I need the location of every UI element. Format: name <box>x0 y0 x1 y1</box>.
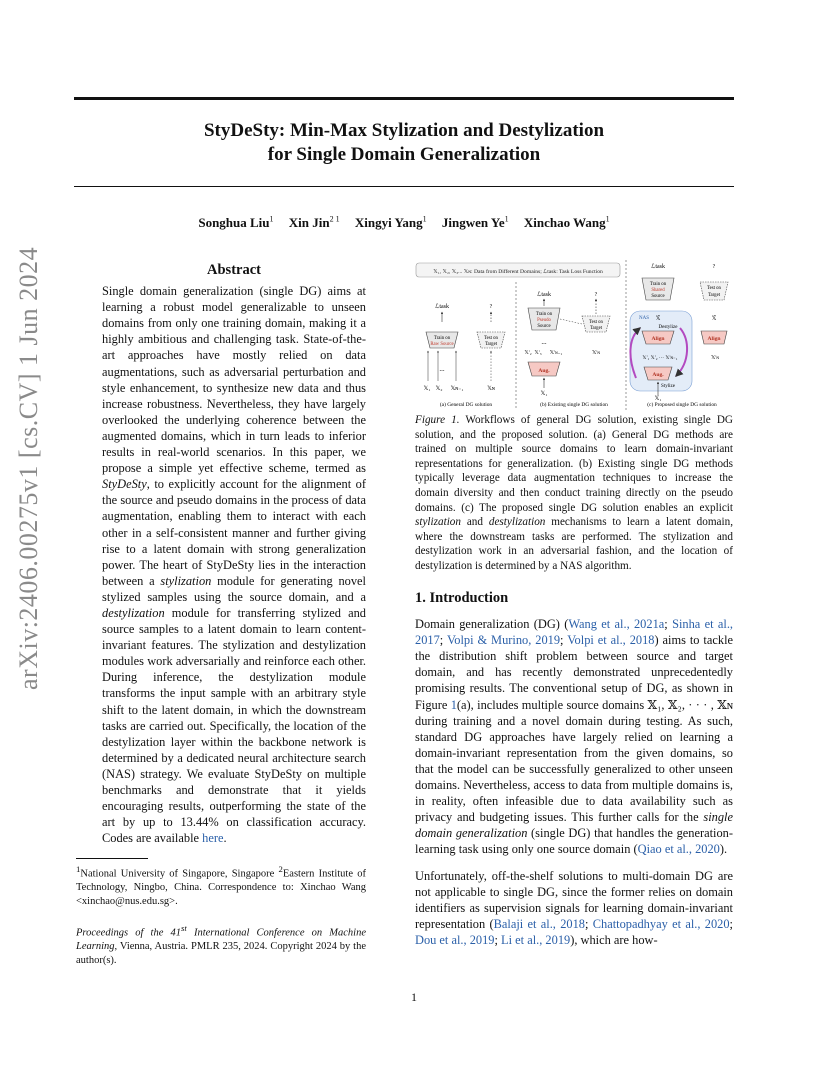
proceedings-note: Proceedings of the 41st International Conference on Machine Learning, Vienna, Austria. PMLR 235, 2024. Copyright 2024 by the author(s). <box>76 923 367 966</box>
figure-ref-link[interactable]: 1 <box>450 697 457 712</box>
c-question: ? <box>712 264 716 270</box>
code-link[interactable]: here <box>202 831 224 846</box>
abstract-text: Single domain generalization (single DG) aims at learning a robust model generalizable to unseen domains from only one training domain, making it a highly ambitious and challenging task. State-of-the-art approaches have mostly relied on data augmentations, such as adversarial perturbation and style enhancement, to synthesize new data and thus increase robustness. Nevertheless, they have largely overlooked the underlying coherence between the augmented domains, which in turn leads to inferior results in real-world scenarios. In this paper, we propose a simple yet effective scheme, termed as StyDeSty, to explicitly account for the alignment of the source and pseudo domains in the process of data augmentation, enabling them to interact with each other in a self-consistent manner and further giving rise to a latent domain with strong generalization power. The heart of StyDeSty lies in the interaction between a stylization module for generating novel stylized samples using the source domain, and a destylization module for transferring stylized and source samples to a latent domain to learn content-invariant features. The stylization and destylization modules work adversarially and reinforce each other. During inference, the destylization module transforms the input sample with an arbitrary style shift to the latent domain, in which the downstream tasks are carried out. Specifically, the location of the destylization layer within the backbone network is determined by a dedicated neural architecture search (NAS) strategy. We evaluate StyDeSty on multiple benchmarks and demonstrate that it yields encouraging results, outperforming the state of the art by up to 13.44% on classification accuracy. Codes are available here. <box>102 284 366 846</box>
intro-paragraph-2: Unfortunately, off-the-shelf solutions to multi-domain DG are not applicable to single DG, since the former relies on domain identifiers as supervision signals for learning domain-invariant representation (Balaji et al., 2018; Chattopadhyay et al., 2020; Dou et al., 2019; Li et al., 2019), which are how- <box>415 868 733 947</box>
svg-text:Target: Target <box>484 342 498 347</box>
title-bottom-rule <box>74 186 734 187</box>
svg-text:𝕏'₃: 𝕏'₃ <box>534 350 542 356</box>
left-column <box>76 262 367 967</box>
svg-text:𝕏'ɴ₋₁: 𝕏'ɴ₋₁ <box>549 350 563 356</box>
svg-text:𝕏'ɴ: 𝕏'ɴ <box>592 350 600 356</box>
citation-link[interactable]: Sinha et al., 2017 <box>415 617 734 648</box>
author: Jingwen Ye$^1$ <box>441 215 509 231</box>
footnote-rule <box>76 858 148 859</box>
svg-text:Align: Align <box>651 336 665 342</box>
svg-text:Test on: Test on <box>589 320 603 325</box>
introduction-heading: 1. Introduction <box>415 590 509 606</box>
svg-text:Aug.: Aug. <box>538 368 550 374</box>
page-number: 1 <box>411 990 417 1004</box>
subcaption-a: (a) General DG solution <box>439 402 493 408</box>
citation-link[interactable]: Chattopadhyay et al., 2020 <box>592 916 730 931</box>
svg-text:...: ... <box>439 365 445 373</box>
svg-text:Test on: Test on <box>707 286 721 291</box>
a-question: ? <box>489 304 493 310</box>
author: Xinchao Wang$^1$ <box>523 215 610 231</box>
svg-text:𝕏̄: 𝕏̄ <box>711 316 717 322</box>
svg-text:𝕏ɴ₋₁: 𝕏ɴ₋₁ <box>450 386 464 392</box>
svg-text:Destylize: Destylize <box>658 325 678 330</box>
paper-title <box>74 119 734 167</box>
title-line-2: for Single Domain Generalization <box>267 144 541 165</box>
svg-text:Source: Source <box>651 294 665 299</box>
svg-text:Pseudo: Pseudo <box>537 318 551 323</box>
svg-text:Raw Source: Raw Source <box>430 342 454 347</box>
author: Xin Jin$^{2 1}$ <box>288 215 340 231</box>
b-loss: ℒtask <box>537 292 551 298</box>
right-column <box>415 590 733 948</box>
abstract-heading: Abstract <box>207 262 261 278</box>
title-top-rule <box>74 97 734 100</box>
figure-1-diagram <box>414 258 736 410</box>
svg-text:Train on: Train on <box>535 312 553 317</box>
b-question: ? <box>594 292 598 298</box>
svg-text:...: ... <box>541 338 547 346</box>
svg-text:𝕏̄: 𝕏̄ <box>655 316 661 322</box>
svg-text:𝕏'₂: 𝕏'₂ <box>524 350 532 356</box>
svg-text:𝕏₁: 𝕏₁ <box>654 396 662 402</box>
citation-link[interactable]: Dou et al., 2019 <box>415 932 495 947</box>
legend-text: 𝕏₁, 𝕏₂, 𝕏₃... 𝕏ɴ: Data from Different Domains; ℒtask: Task Loss Function <box>433 269 603 275</box>
svg-text:Test on: Test on <box>484 336 498 341</box>
svg-text:𝕏ɴ: 𝕏ɴ <box>487 386 495 392</box>
citation-link[interactable]: Li et al., 2019 <box>501 932 571 947</box>
svg-text:Train on: Train on <box>433 336 451 341</box>
affiliation-footnote: $^1$National University of Singapore, Singapore $^2$Eastern Institute of Technology, Ningbo, China. Correspondence to: Xinchao Wang <xinchao@nus.edu.sg>. <box>76 864 366 907</box>
svg-text:Target: Target <box>589 326 603 331</box>
author: Xingyi Yang$^1$ <box>354 215 427 231</box>
arxiv-watermark: arXiv:2406.00275v1 [cs.CV] 1 Jun 2024 <box>14 246 43 690</box>
citation-link[interactable]: Qiao et al., 2020 <box>637 842 720 857</box>
svg-text:𝕏₂: 𝕏₂ <box>435 386 443 392</box>
subcaption-c: (c) Proposed single DG solution <box>647 402 717 408</box>
citation-link[interactable]: Wang et al., 2021a <box>568 617 665 632</box>
intro-paragraph-1: Domain generalization (DG) (Wang et al., 2021a; Sinha et al., 2017; Volpi & Murino, 2019; Volpi et al., 2018) aims to tackle the distribution shift problem between source and target domain, and has recently demonstrated unprecedentedly promising results. The conventional setup of DG, as shown in Figure 1(a), includes multiple source domains 𝕏₁, 𝕏₂, · · · , 𝕏ɴ during training and a novel domain during testing. As such, standard DG approaches have largely relied on learning a domain-invariant representation from the given domains, so that the model can be successfully generalized to other unseen domains. Nevertheless, access to data from multiple domains is, in reality, often infeasible due to data availability such as privacy and budgeting issues. This further calls for the single domain generalization (single DG) that handles the generation-learning task using only one source domain (Qiao et al., 2020). <box>415 617 734 857</box>
author-list <box>74 215 734 231</box>
svg-text:𝕏'ɴ: 𝕏'ɴ <box>711 355 719 361</box>
nas-label: NAS <box>639 316 650 321</box>
subcaption-b: (b) Existing single DG solution <box>540 402 608 408</box>
citation-link[interactable]: Volpi & Murino, 2019 <box>446 633 561 648</box>
svg-text:𝕏'₁ 𝕏'₂ ··· 𝕏'ɴ₋₁: 𝕏'₁ 𝕏'₂ ··· 𝕏'ɴ₋₁ <box>642 355 678 361</box>
svg-text:Target: Target <box>707 293 721 298</box>
svg-text:𝕏₁: 𝕏₁ <box>423 386 431 392</box>
author: Songhua Liu$^1$ <box>198 215 274 231</box>
svg-text:Stylize: Stylize <box>661 384 675 389</box>
svg-text:Shared: Shared <box>651 288 665 293</box>
c-loss: ℒtask <box>651 264 665 270</box>
svg-text:Aug.: Aug. <box>652 372 664 378</box>
title-line-1: StyDeSty: Min-Max Stylization and Destylization <box>203 120 605 141</box>
citation-link[interactable]: Balaji et al., 2018 <box>493 916 585 931</box>
citation-link[interactable]: Volpi et al., 2018 <box>567 633 655 648</box>
svg-text:Source: Source <box>537 324 551 329</box>
svg-text:𝕏₁: 𝕏₁ <box>540 391 548 397</box>
a-loss: ℒtask <box>435 304 449 310</box>
svg-text:Train on: Train on <box>649 282 667 287</box>
svg-text:Align: Align <box>707 336 721 342</box>
figure-caption: Figure 1. Workflows of general DG solution, existing single DG solution, and the proposed solution. (a) General DG methods are trained on multiple source domains to learn domain-invariant representations for generalization. (b) Existing single DG methods typically leverage data augmentation techniques to increase the domain diversity and then conduct training directly on the pseudo domains. (c) The proposed single DG solution enables an explicit stylization and destylization mechanisms to learn a latent domain, where the downstream tasks are performed. The stylization and destylization work in an adversarial fashion, and the location of destylization is determined by a NAS algorithm. <box>415 414 733 572</box>
